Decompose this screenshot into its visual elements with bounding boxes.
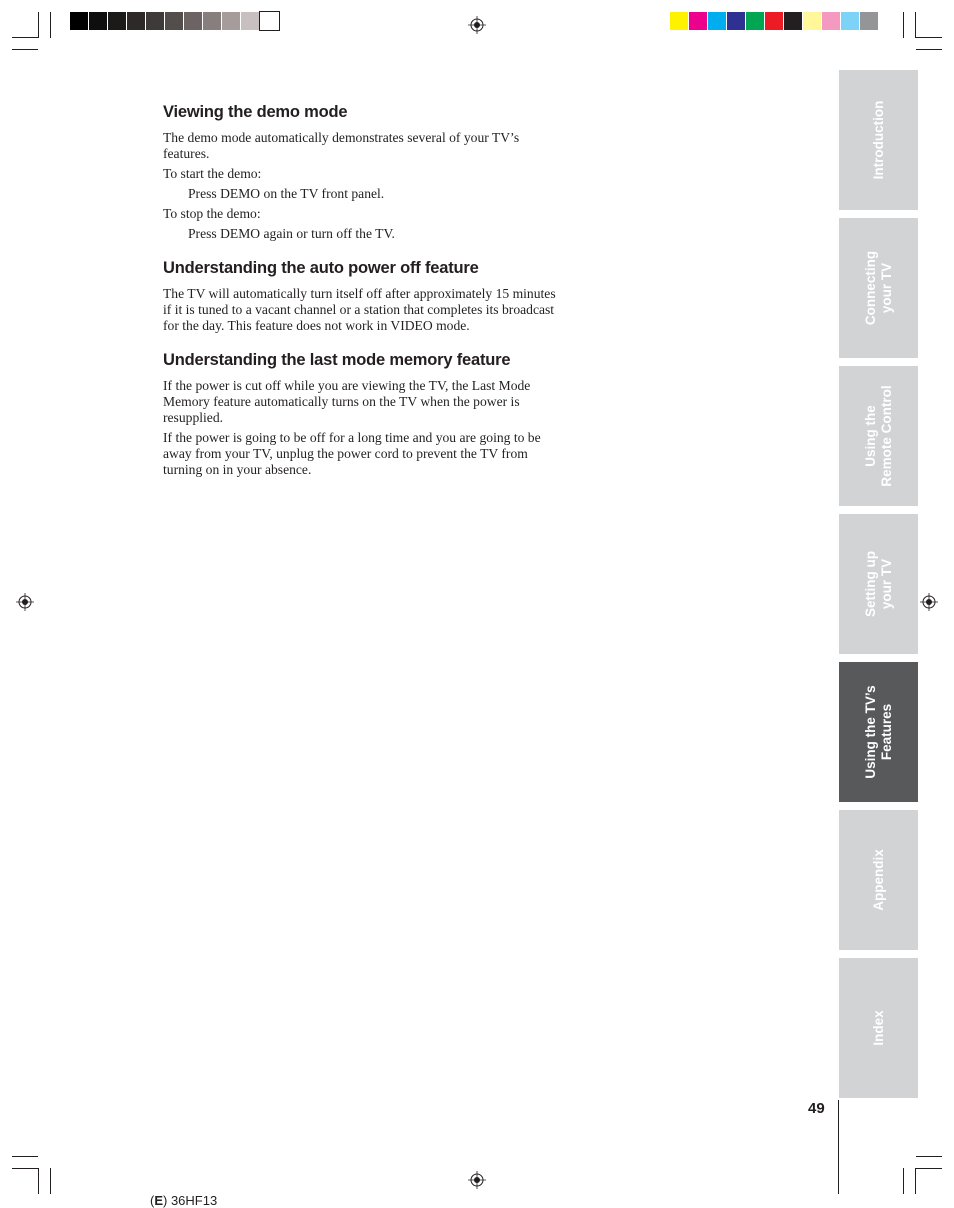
crop-mark — [915, 12, 916, 38]
page-number: 49 — [808, 1100, 825, 1117]
gray-swatch — [260, 12, 279, 30]
instruction-step: Press DEMO again or turn off the TV. — [188, 226, 395, 241]
color-calibration-bar — [670, 12, 879, 30]
chapter-tab-label-line: your TV — [878, 558, 894, 610]
crop-mark — [12, 49, 38, 50]
instruction-step: Press DEMO on the TV front panel. — [188, 186, 385, 201]
chapter-tab-label — [863, 251, 895, 325]
page-content — [163, 103, 563, 495]
chapter-tab[interactable] — [839, 810, 918, 950]
chapter-tab-label-line: Features — [878, 703, 894, 761]
chapter-tab-label-line: Using the — [862, 405, 878, 467]
color-swatch — [784, 12, 803, 30]
chapter-tab[interactable] — [839, 70, 918, 210]
color-swatch — [670, 12, 689, 30]
body-paragraph: The demo mode automatically demonstrates several of your TV’s features. — [163, 130, 520, 161]
crop-mark — [12, 1168, 38, 1169]
content-section — [163, 351, 563, 478]
content-section — [163, 259, 563, 334]
gray-swatch — [184, 12, 203, 30]
gray-swatch — [165, 12, 184, 30]
color-swatch — [708, 12, 727, 30]
crop-mark — [916, 1168, 942, 1169]
color-swatch — [860, 12, 879, 30]
gray-swatch — [108, 12, 127, 30]
chapter-tab-label-line: Remote Control — [878, 385, 894, 487]
color-swatch — [822, 12, 841, 30]
footer-model: ) 36HF13 — [163, 1193, 218, 1208]
chapter-tab-label — [863, 551, 895, 617]
gray-swatch — [70, 12, 89, 30]
chapter-tab-label — [871, 101, 887, 180]
chapter-tabs — [839, 70, 918, 1106]
footer-open-paren: ( — [150, 1193, 155, 1208]
registration-target-icon — [920, 593, 938, 611]
body-paragraph: If the power is cut off while you are viewing the TV, the Last Mode Memory feature automatically turns on the TV when the power is resupplied. — [163, 378, 531, 425]
gray-swatch — [241, 12, 260, 30]
body-paragraph: The TV will automatically turn itself off after approximately 15 minutes if it is tuned to a vacant channel or a station that completes its broadcast for the day. This feature does not work in VIDEO mode. — [163, 286, 556, 333]
chapter-tab-label-line: your TV — [878, 262, 894, 314]
crop-mark — [38, 1168, 39, 1194]
chapter-tab-label-line: Connecting — [862, 250, 878, 326]
crop-mark — [38, 12, 39, 38]
crop-mark — [50, 1168, 51, 1194]
chapter-tab[interactable] — [839, 514, 918, 654]
crop-mark — [12, 1156, 38, 1157]
chapter-tab[interactable] — [839, 958, 918, 1098]
body-paragraph: To stop the demo: — [163, 206, 261, 221]
chapter-tab-label — [863, 685, 895, 778]
color-swatch — [841, 12, 860, 30]
body-paragraph: To start the demo: — [163, 166, 262, 181]
crop-mark — [50, 12, 51, 38]
gray-swatch — [146, 12, 165, 30]
crop-mark — [916, 1156, 942, 1157]
chapter-tab-label-line: Setting up — [862, 551, 878, 617]
gray-swatch — [89, 12, 108, 30]
color-swatch — [746, 12, 765, 30]
registration-target-icon — [468, 1171, 486, 1189]
gray-swatch — [203, 12, 222, 30]
crop-mark — [903, 1168, 904, 1194]
content-section — [163, 103, 563, 242]
page-number-rule — [838, 1100, 839, 1194]
chapter-tab-label — [871, 849, 887, 911]
footer-language-letter: E — [154, 1193, 164, 1208]
color-swatch — [689, 12, 708, 30]
chapter-tab-label — [863, 385, 895, 486]
chapter-tab-label-line: Introduction — [870, 100, 886, 180]
color-swatch — [803, 12, 822, 30]
registration-target-icon — [468, 16, 486, 34]
chapter-tab-label-line: Appendix — [870, 849, 886, 911]
chapter-tab[interactable] — [839, 366, 918, 506]
chapter-tab-label-line: Index — [870, 1010, 886, 1046]
crop-mark — [916, 49, 942, 50]
crop-mark — [12, 37, 38, 38]
registration-target-icon — [16, 593, 34, 611]
color-swatch — [727, 12, 746, 30]
body-paragraph: If the power is going to be off for a long time and you are going to be away from your TV, unplug the power cord to prevent the TV from turning on in your absence. — [163, 430, 541, 477]
crop-mark — [915, 1168, 916, 1194]
crop-mark — [903, 12, 904, 38]
chapter-tab-label — [871, 1010, 887, 1045]
section-heading: Viewing the demo mode — [163, 103, 348, 121]
gray-swatch — [222, 12, 241, 30]
gray-swatch — [127, 12, 146, 30]
section-heading: Understanding the auto power off feature — [163, 259, 479, 277]
crop-mark — [916, 37, 942, 38]
chapter-tab[interactable] — [839, 662, 918, 802]
chapter-tab-label-line: Using the TV’s — [862, 685, 878, 779]
grayscale-calibration-bar — [70, 12, 279, 30]
color-swatch — [765, 12, 784, 30]
chapter-tab[interactable] — [839, 218, 918, 358]
section-heading: Understanding the last mode memory feature — [163, 351, 511, 369]
